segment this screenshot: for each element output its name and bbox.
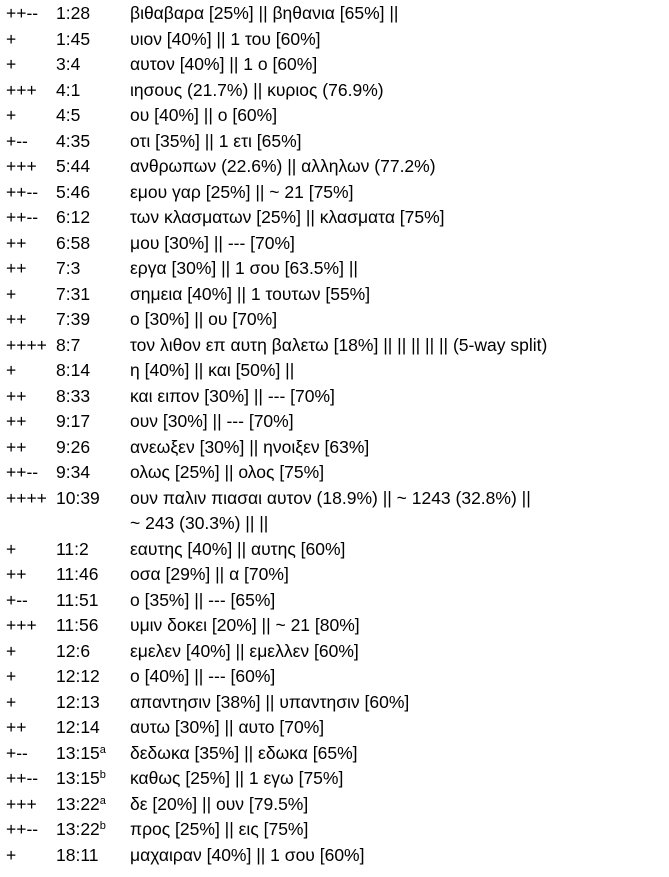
variant-reading: ου [40%] || ο [60%] — [130, 105, 278, 125]
verse-reference — [56, 792, 130, 818]
verse-reference — [56, 180, 130, 206]
verse-reference-text: 11:2 — [56, 538, 89, 559]
variant-row — [6, 180, 666, 206]
verse-reference — [56, 154, 130, 180]
verse-reference — [56, 715, 130, 741]
variant-row — [6, 333, 666, 359]
verse-reference-text: 11:51 — [56, 589, 99, 610]
verse-reference — [56, 664, 130, 690]
rating-marker: +++ — [6, 615, 37, 635]
variant-reading: καθως [25%] || 1 εγω [75%] — [130, 768, 344, 788]
variant-row — [6, 78, 666, 104]
verse-reference — [56, 205, 130, 231]
rating-marker: +-- — [6, 589, 28, 610]
verse-reference-text: 10:39 — [56, 487, 100, 508]
verse-reference — [56, 282, 130, 308]
verse-reference-text: 12:12 — [56, 666, 100, 686]
rating-marker: +-- — [6, 130, 28, 151]
rating-marker: ++ — [6, 564, 27, 584]
rating-marker: + — [6, 666, 17, 686]
verse-reference-text: 13:15 — [56, 742, 100, 763]
verse-reference — [56, 1, 130, 27]
variant-row — [6, 817, 666, 843]
variant-reading-continuation — [6, 511, 666, 537]
verse-reference-text: 11:56 — [56, 615, 99, 635]
verse-reference-superscript: b — [99, 820, 106, 832]
variant-reading: ιησους (21.7%) || κυριος (76.9%) — [130, 79, 384, 100]
verse-reference-text: 4:1 — [56, 79, 81, 100]
verse-reference — [56, 409, 130, 435]
verse-reference-text: 7:39 — [56, 309, 91, 329]
verse-reference — [56, 78, 130, 104]
verse-reference — [56, 333, 130, 359]
verse-reference — [56, 384, 130, 410]
rating-marker: ++-- — [6, 207, 39, 227]
verse-reference — [56, 817, 130, 843]
verse-reference — [56, 843, 130, 869]
rating-marker: +++ — [6, 79, 37, 100]
verse-reference-text: 4:35 — [56, 130, 91, 151]
variant-reading: σημεια [40%] || 1 τουτων [55%] — [130, 283, 371, 304]
rating-marker: + — [6, 54, 17, 74]
verse-reference — [56, 741, 130, 767]
variant-reading: η [40%] || και [50%] || — [130, 360, 295, 380]
variant-row — [6, 792, 666, 818]
variant-row — [6, 715, 666, 741]
variant-reading: προς [25%] || εις [75%] — [130, 819, 309, 839]
verse-reference-text: 5:46 — [56, 181, 91, 202]
verse-reference — [56, 537, 130, 563]
verse-reference-text: 5:44 — [56, 156, 91, 176]
rating-marker: + — [6, 283, 17, 304]
verse-reference-text: 6:58 — [56, 232, 91, 253]
verse-reference-text: 1:28 — [56, 3, 91, 23]
variant-reading: ο [30%] || ου [70%] — [130, 309, 278, 329]
rating-marker: +++ — [6, 793, 37, 814]
rating-marker: +++ — [6, 156, 37, 176]
variant-row — [6, 27, 666, 53]
verse-reference — [56, 588, 130, 614]
variant-reading: των κλασματων [25%] || κλασματα [75%] — [130, 207, 445, 227]
rating-marker: ++ — [6, 385, 27, 406]
verse-reference — [56, 129, 130, 155]
variant-reading: απαντησιν [38%] || υπαντησιν [60%] — [130, 691, 410, 712]
verse-reference — [56, 486, 130, 512]
verse-reference — [56, 766, 130, 792]
variant-row — [6, 537, 666, 563]
variant-reading: ολως [25%] || ολος [75%] — [130, 462, 325, 482]
variant-reading: βιθαβαρα [25%] || βηθανια [65%] || — [130, 3, 399, 23]
variant-reading: ανεωξεν [30%] || ηνοιξεν [63%] — [130, 436, 370, 457]
rating-marker: + — [6, 691, 17, 712]
variant-reading: μαχαιραν [40%] || 1 σου [60%] — [130, 844, 365, 865]
variant-row — [6, 129, 666, 155]
variant-row — [6, 205, 666, 231]
verse-reference — [56, 27, 130, 53]
variant-row — [6, 103, 666, 129]
rating-marker: + — [6, 360, 17, 380]
variant-row — [6, 1, 666, 27]
verse-reference-text: 13:22 — [56, 793, 100, 814]
verse-reference-superscript: a — [99, 794, 106, 807]
variant-reading: ο [40%] || --- [60%] — [130, 666, 276, 686]
verse-reference-text: 3:4 — [56, 54, 81, 74]
verse-reference-superscript: a — [99, 743, 106, 756]
rating-marker: + — [6, 28, 17, 49]
variant-reading: εμελεν [40%] || εμελλεν [60%] — [130, 640, 359, 661]
variant-reading: μου [30%] || --- [70%] — [130, 232, 295, 253]
verse-reference — [56, 562, 130, 588]
verse-reference-text: 13:22 — [56, 819, 100, 839]
rating-marker: ++-- — [6, 3, 39, 23]
rating-marker: ++ — [6, 232, 27, 253]
variant-row — [6, 460, 666, 486]
variant-row — [6, 843, 666, 869]
verse-reference-text: 13:15 — [56, 768, 100, 788]
variant-row — [6, 154, 666, 180]
variant-row — [6, 664, 666, 690]
variant-reading: εμου γαρ [25%] || ~ 21 [75%] — [130, 181, 354, 202]
variant-row — [6, 307, 666, 333]
variant-row — [6, 409, 666, 435]
variant-row — [6, 613, 666, 639]
verse-reference-text: 6:12 — [56, 207, 91, 227]
variant-row — [6, 256, 666, 282]
verse-reference-text: 4:5 — [56, 105, 81, 125]
variant-row — [6, 358, 666, 384]
rating-marker: ++-- — [6, 462, 39, 482]
variant-row — [6, 231, 666, 257]
variant-reading: εργα [30%] || 1 σου [63.5%] || — [130, 258, 358, 278]
variant-row — [6, 435, 666, 461]
variant-reading: υμιν δοκει [20%] || ~ 21 [80%] — [130, 615, 360, 635]
verse-reference — [56, 435, 130, 461]
continuation-text: ~ 243 (30.3%) || || — [130, 513, 269, 533]
variant-row — [6, 52, 666, 78]
verse-reference — [56, 690, 130, 716]
rating-marker: ++-- — [6, 819, 39, 839]
variant-row — [6, 766, 666, 792]
variant-row — [6, 486, 666, 512]
rating-marker: ++-- — [6, 181, 39, 202]
verse-reference-text: 18:11 — [56, 844, 99, 865]
variant-row — [6, 562, 666, 588]
verse-reference — [56, 103, 130, 129]
rating-marker: ++ — [6, 309, 27, 329]
rating-marker: ++ — [6, 717, 27, 737]
variant-reading: και ειπον [30%] || --- [70%] — [130, 385, 335, 406]
variant-row — [6, 282, 666, 308]
variant-reading: εαυτης [40%] || αυτης [60%] — [130, 538, 346, 559]
rating-marker: ++++ — [6, 487, 47, 508]
rating-marker: + — [6, 538, 17, 559]
rating-marker: ++ — [6, 411, 27, 431]
variant-reading: δεδωκα [35%] || εδωκα [65%] — [130, 742, 358, 763]
verse-reference-text: 8:33 — [56, 385, 91, 406]
variant-reading: αυτον [40%] || 1 ο [60%] — [130, 54, 318, 74]
verse-reference — [56, 460, 130, 486]
verse-reference-text: 8:14 — [56, 360, 91, 380]
verse-reference — [56, 639, 130, 665]
verse-reference-text: 1:45 — [56, 28, 91, 49]
variant-row — [6, 639, 666, 665]
variant-row — [6, 588, 666, 614]
verse-reference — [56, 613, 130, 639]
variant-reading: υιον [40%] || 1 του [60%] — [130, 28, 321, 49]
verse-reference — [56, 358, 130, 384]
verse-reference-text: 8:7 — [56, 334, 81, 355]
variant-row — [6, 741, 666, 767]
verse-reference-text: 9:26 — [56, 436, 91, 457]
rating-marker: ++ — [6, 258, 27, 278]
verse-reference — [56, 52, 130, 78]
verse-reference-superscript: b — [99, 769, 106, 781]
variant-reading: ουν παλιν πιασαι αυτον (18.9%) || ~ 1243 (32.8%) || — [130, 487, 531, 508]
variant-row — [6, 384, 666, 410]
verse-reference — [56, 231, 130, 257]
rating-marker: ++ — [6, 436, 27, 457]
variant-list — [6, 1, 666, 868]
verse-reference-text: 9:34 — [56, 462, 91, 482]
verse-reference-text: 12:6 — [56, 640, 91, 661]
variant-reading: ο [35%] || --- [65%] — [130, 589, 276, 610]
variant-reading: ανθρωπων (22.6%) || αλληλων (77.2%) — [130, 156, 436, 176]
variant-row — [6, 690, 666, 716]
variant-reading: δε [20%] || ουν [79.5%] — [130, 793, 309, 814]
rating-marker: + — [6, 105, 17, 125]
rating-marker: + — [6, 844, 17, 865]
variant-reading: αυτω [30%] || αυτο [70%] — [130, 717, 325, 737]
rating-marker: ++++ — [6, 334, 47, 355]
verse-reference — [56, 307, 130, 333]
variant-reading: τον λιθον επ αυτη βαλετω [18%] || || || || || (5-way split) — [130, 334, 548, 355]
rating-marker: ++-- — [6, 768, 39, 788]
verse-reference-text: 9:17 — [56, 411, 91, 431]
verse-reference-text: 7:3 — [56, 258, 81, 278]
variant-reading: οτι [35%] || 1 ετι [65%] — [130, 130, 302, 151]
variant-reading: ουν [30%] || --- [70%] — [130, 411, 294, 431]
verse-reference-text: 7:31 — [56, 283, 91, 304]
verse-reference-text: 12:13 — [56, 691, 100, 712]
verse-reference-text: 12:14 — [56, 717, 100, 737]
verse-reference-text: 11:46 — [56, 564, 99, 584]
verse-reference — [56, 256, 130, 282]
rating-marker: +-- — [6, 742, 28, 763]
rating-marker: + — [6, 640, 17, 661]
variant-reading: οσα [29%] || α [70%] — [130, 564, 289, 584]
